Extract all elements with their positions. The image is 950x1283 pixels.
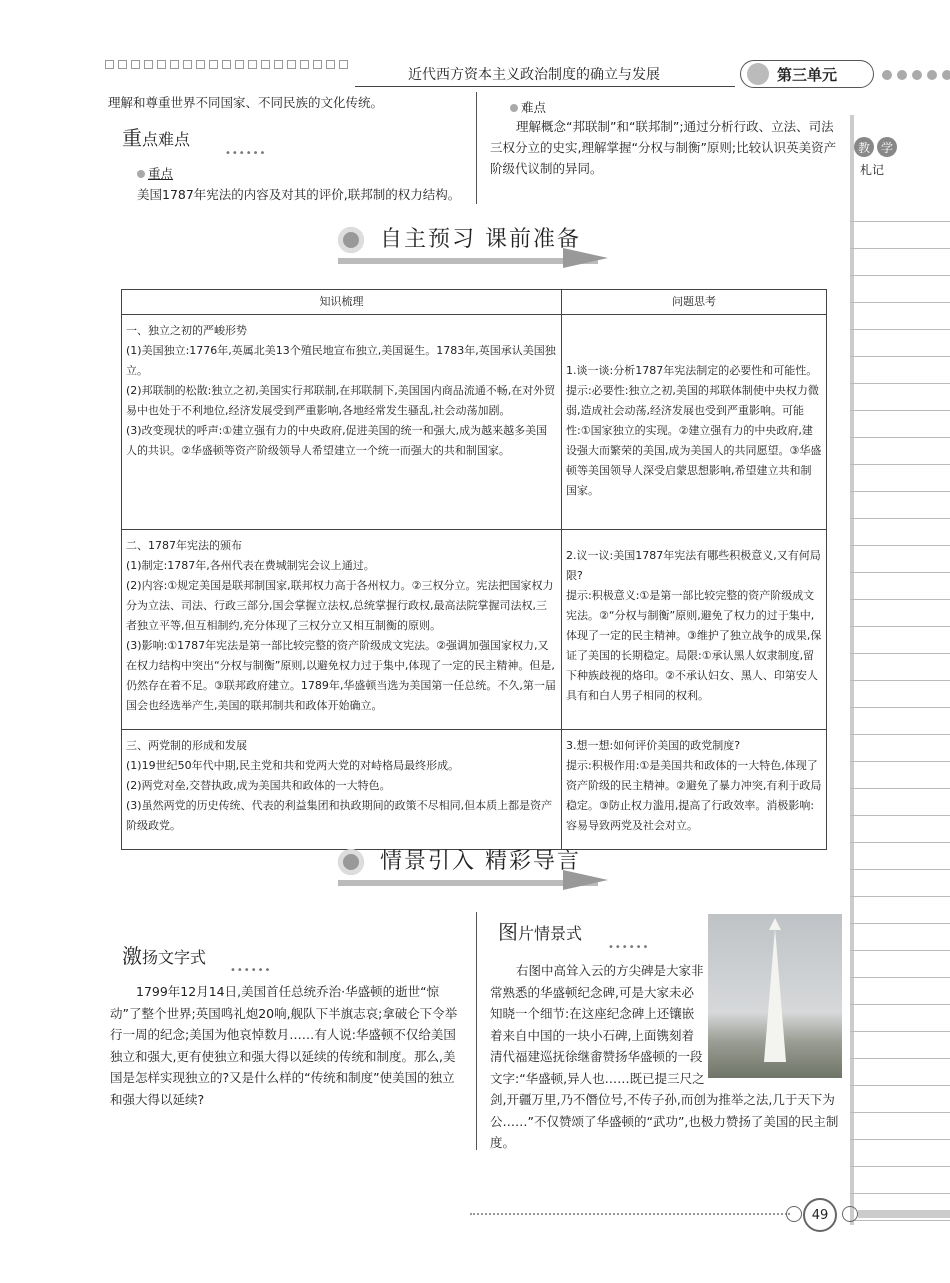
banner-intro-title: 情景引入 精彩导言 <box>380 849 581 874</box>
row-heading: 二、1787年宪法的颁布 <box>126 539 242 552</box>
banner-circle-icon <box>338 849 364 875</box>
table-cell-question <box>562 315 827 530</box>
notes-margin <box>850 115 950 1225</box>
table-header-row <box>122 290 827 315</box>
knowledge-table <box>121 289 827 850</box>
bullet-icon <box>510 104 518 112</box>
row-point: (2)邦联制的松散:独立之初,美国实行邦联制,在邦联制下,美国国内商品流通不畅,在对外贸易中也处于不利地位,经济发展受到严重影响,各地经常发生骚乱,社会动荡加剧。 <box>126 384 556 417</box>
page-circle-left <box>786 1206 802 1222</box>
row-point: (1)19世纪50年代中期,民主党和共和党两大党的对峙格局最终形成。 <box>126 759 460 772</box>
row-heading: 三、两党制的形成和发展 <box>126 739 247 752</box>
heading-rest: 扬文字式 <box>142 948 207 967</box>
picture-heading <box>498 916 582 945</box>
row-point: (2)内容:①规定美国是联邦制国家,联邦权力高于各州权力。②三权分立。宪法把国家权力分为立法、司法、行政三部分,国会掌握立法权,总统掌握行政权,最高法院掌握司法权,三者独立平等,但互相制约,充分体现了三权分立又相互制衡的原则。 <box>126 579 554 632</box>
heading-dots: •••••• <box>608 942 650 953</box>
table-row <box>122 730 827 850</box>
page-circle-right <box>842 1206 858 1222</box>
heading-rest: 片情景式 <box>518 924 583 943</box>
nandian-label <box>510 97 546 118</box>
banner-intro <box>338 844 613 890</box>
note-char-2: 学 <box>877 137 897 157</box>
row-point: (2)两党对垒,交替执政,成为美国共和政体的一大特色。 <box>126 779 391 792</box>
note-lines <box>850 195 950 1225</box>
chapter-title: 近代西方资本主义政治制度的确立与发展 <box>408 67 660 83</box>
table-row <box>122 530 827 730</box>
table-head-left: 知识梳理 <box>122 290 562 315</box>
picture-text <box>490 959 842 1154</box>
header-decor-dots <box>882 70 950 80</box>
arrow-right-icon <box>563 248 608 268</box>
answer-text: 提示:必要性:独立之初,美国的邦联体制使中央权力微弱,造成社会动荡,经济发展也受到严重影响。可能性:①国家独立的实现。②建立强有力的中央政府,建设强大而繁荣的美国,成为美国人的共同愿望。③华盛顿等美国领导人深受启蒙思想影响,希望建立共和制国家。 <box>566 384 822 497</box>
heading-big-char: 图 <box>498 920 518 944</box>
banner-bar <box>338 880 598 886</box>
banner-preview-title: 自主预习 课前准备 <box>380 227 581 252</box>
table-cell-question <box>562 530 827 730</box>
table-cell-knowledge <box>122 315 562 530</box>
answer-text: 提示:积极作用:①是美国共和政体的一大特色,体现了资产阶级的民主精神。②避免了暴力冲突,有利于政局稳定。③防止权力滥用,提高了行政效率。消极影响:容易导致两党及社会对立。 <box>566 759 822 832</box>
unit-circle-icon <box>747 63 769 85</box>
arrow-right-icon <box>563 870 608 890</box>
inspire-text: 1799年12月14日,美国首任总统乔治·华盛顿的逝世“惊动”了整个世界;英国鸣礼炮20响,舰队下半旗志哀;拿破仑下令举行一周的纪念;美国为他哀悼数月……有人说:华盛顿不仅给美国独立和强大,更有使独立和强大得以延续的传统和制度。那么,美国是怎样实现独立的?又是什么样的“传统和制度”使美国的独立和强大得以延续? <box>110 984 458 1107</box>
footer-dots <box>470 1213 790 1215</box>
table-cell-knowledge <box>122 530 562 730</box>
bottom-column-divider <box>476 912 477 1150</box>
footer-bar <box>858 1210 950 1218</box>
heading-rest: 点难点 <box>142 130 191 149</box>
row-point: (1)美国独立:1776年,英属北美13个殖民地宣布独立,美国诞生。1783年,英国承认美国独立。 <box>126 344 556 377</box>
note-char-1: 教 <box>854 137 874 157</box>
row-point: (3)影响:①1787年宪法是第一部比较完整的资产阶级成文宪法。②强调加强国家权力,又在权力结构中突出“分权与制衡”原则,以避免权力过于集中,体现了一定的民主精神。但是,仍然存在着不足。③联邦政府建立。1789年,华盛顿当选为美国第一任总统。不久,第一届国会也经选举产生,美国的联邦制共和政体开始确立。 <box>126 639 556 712</box>
inspire-heading <box>122 940 206 969</box>
picture-text-body: 右图中高耸入云的方尖碑是大家非常熟悉的华盛顿纪念碑,可是大家未必知晓一个细节:在这座纪念碑上还镶嵌着来自中国的一块小石碑,上面镌刻着清代福建巡抚徐继畬赞扬华盛顿的一段文字:“华盛顿,异人也……既已提三尺之剑,开疆万里,乃不僭位号,不传子孙,而创为推举之法,几于天下为公……”不仅赞颂了华盛顿的“武功”,也极力赞扬了美国的民主制度。 <box>490 963 839 1150</box>
header-decor-squares <box>105 60 355 70</box>
table-head-right: 问题思考 <box>562 290 827 315</box>
bullet-icon <box>137 170 145 178</box>
table-cell-knowledge <box>122 730 562 850</box>
question-text: 2.议一议:美国1787年宪法有哪些积极意义,又有何局限? <box>566 549 821 582</box>
header-rule <box>355 86 735 87</box>
heading-dots: •••••• <box>225 148 267 159</box>
banner-bar <box>338 258 598 264</box>
unit-label: 第三单元 <box>777 65 838 84</box>
row-point: (1)制定:1787年,各州代表在费城制宪会议上通过。 <box>126 559 375 572</box>
heading-big-char: 激 <box>122 944 142 968</box>
row-point: (3)改变现状的呼声:①建立强有力的中央政府,促进美国的统一和强大,成为越来越多美国人的共识。②华盛顿等资产阶级领导人希望建立一个统一而强大的共和制国家。 <box>126 424 548 457</box>
page-number: 49 <box>803 1198 837 1232</box>
key-points-heading <box>122 122 190 151</box>
row-heading: 一、独立之初的严峻形势 <box>126 324 247 337</box>
table-cell-question <box>562 730 827 850</box>
answer-text: 提示:积极意义:①是第一部比较完整的资产阶级成文宪法。②“分权与制衡”原则,避免了权力的过于集中,体现了一定的民主精神。③维护了独立战争的成果,保证了美国的长期稳定。局限:①承认黑人奴隶制度,留下种族歧视的烙印。②不承认妇女、黑人、印第安人具有和白人男子相同的权利。 <box>566 589 822 702</box>
zhongdian-text: 美国1787年宪法的内容及对其的评价,联邦制的权力结构。 <box>137 187 461 202</box>
zhongdian-text-label: 重点 <box>148 166 174 181</box>
banner-preview <box>338 222 613 268</box>
zhongdian-label <box>137 163 173 184</box>
culture-line: 理解和尊重世界不同国家、不同民族的文化传统。 <box>108 95 384 110</box>
heading-dots: •••••• <box>230 965 272 976</box>
nandian-text-label: 难点 <box>521 100 547 115</box>
top-column-divider <box>476 92 477 204</box>
table-row <box>122 315 827 530</box>
row-point: (3)虽然两党的历史传统、代表的利益集团和执政期间的政策不尽相同,但本质上都是资产阶级政党。 <box>126 799 553 832</box>
heading-big-char: 重 <box>122 126 142 150</box>
notes-label: 札记 <box>860 163 885 177</box>
banner-circle-icon <box>338 227 364 253</box>
nandian-text: 理解概念“邦联制”和“联邦制”;通过分析行政、立法、司法三权分立的史实,理解掌握“分权与制衡”原则;比较认识英美资产阶级代议制的异同。 <box>490 119 837 176</box>
question-text: 3.想一想:如何评价美国的政党制度? <box>566 739 741 752</box>
unit-badge <box>740 60 874 88</box>
question-text: 1.谈一谈:分析1787年宪法制定的必要性和可能性。 <box>566 364 818 377</box>
